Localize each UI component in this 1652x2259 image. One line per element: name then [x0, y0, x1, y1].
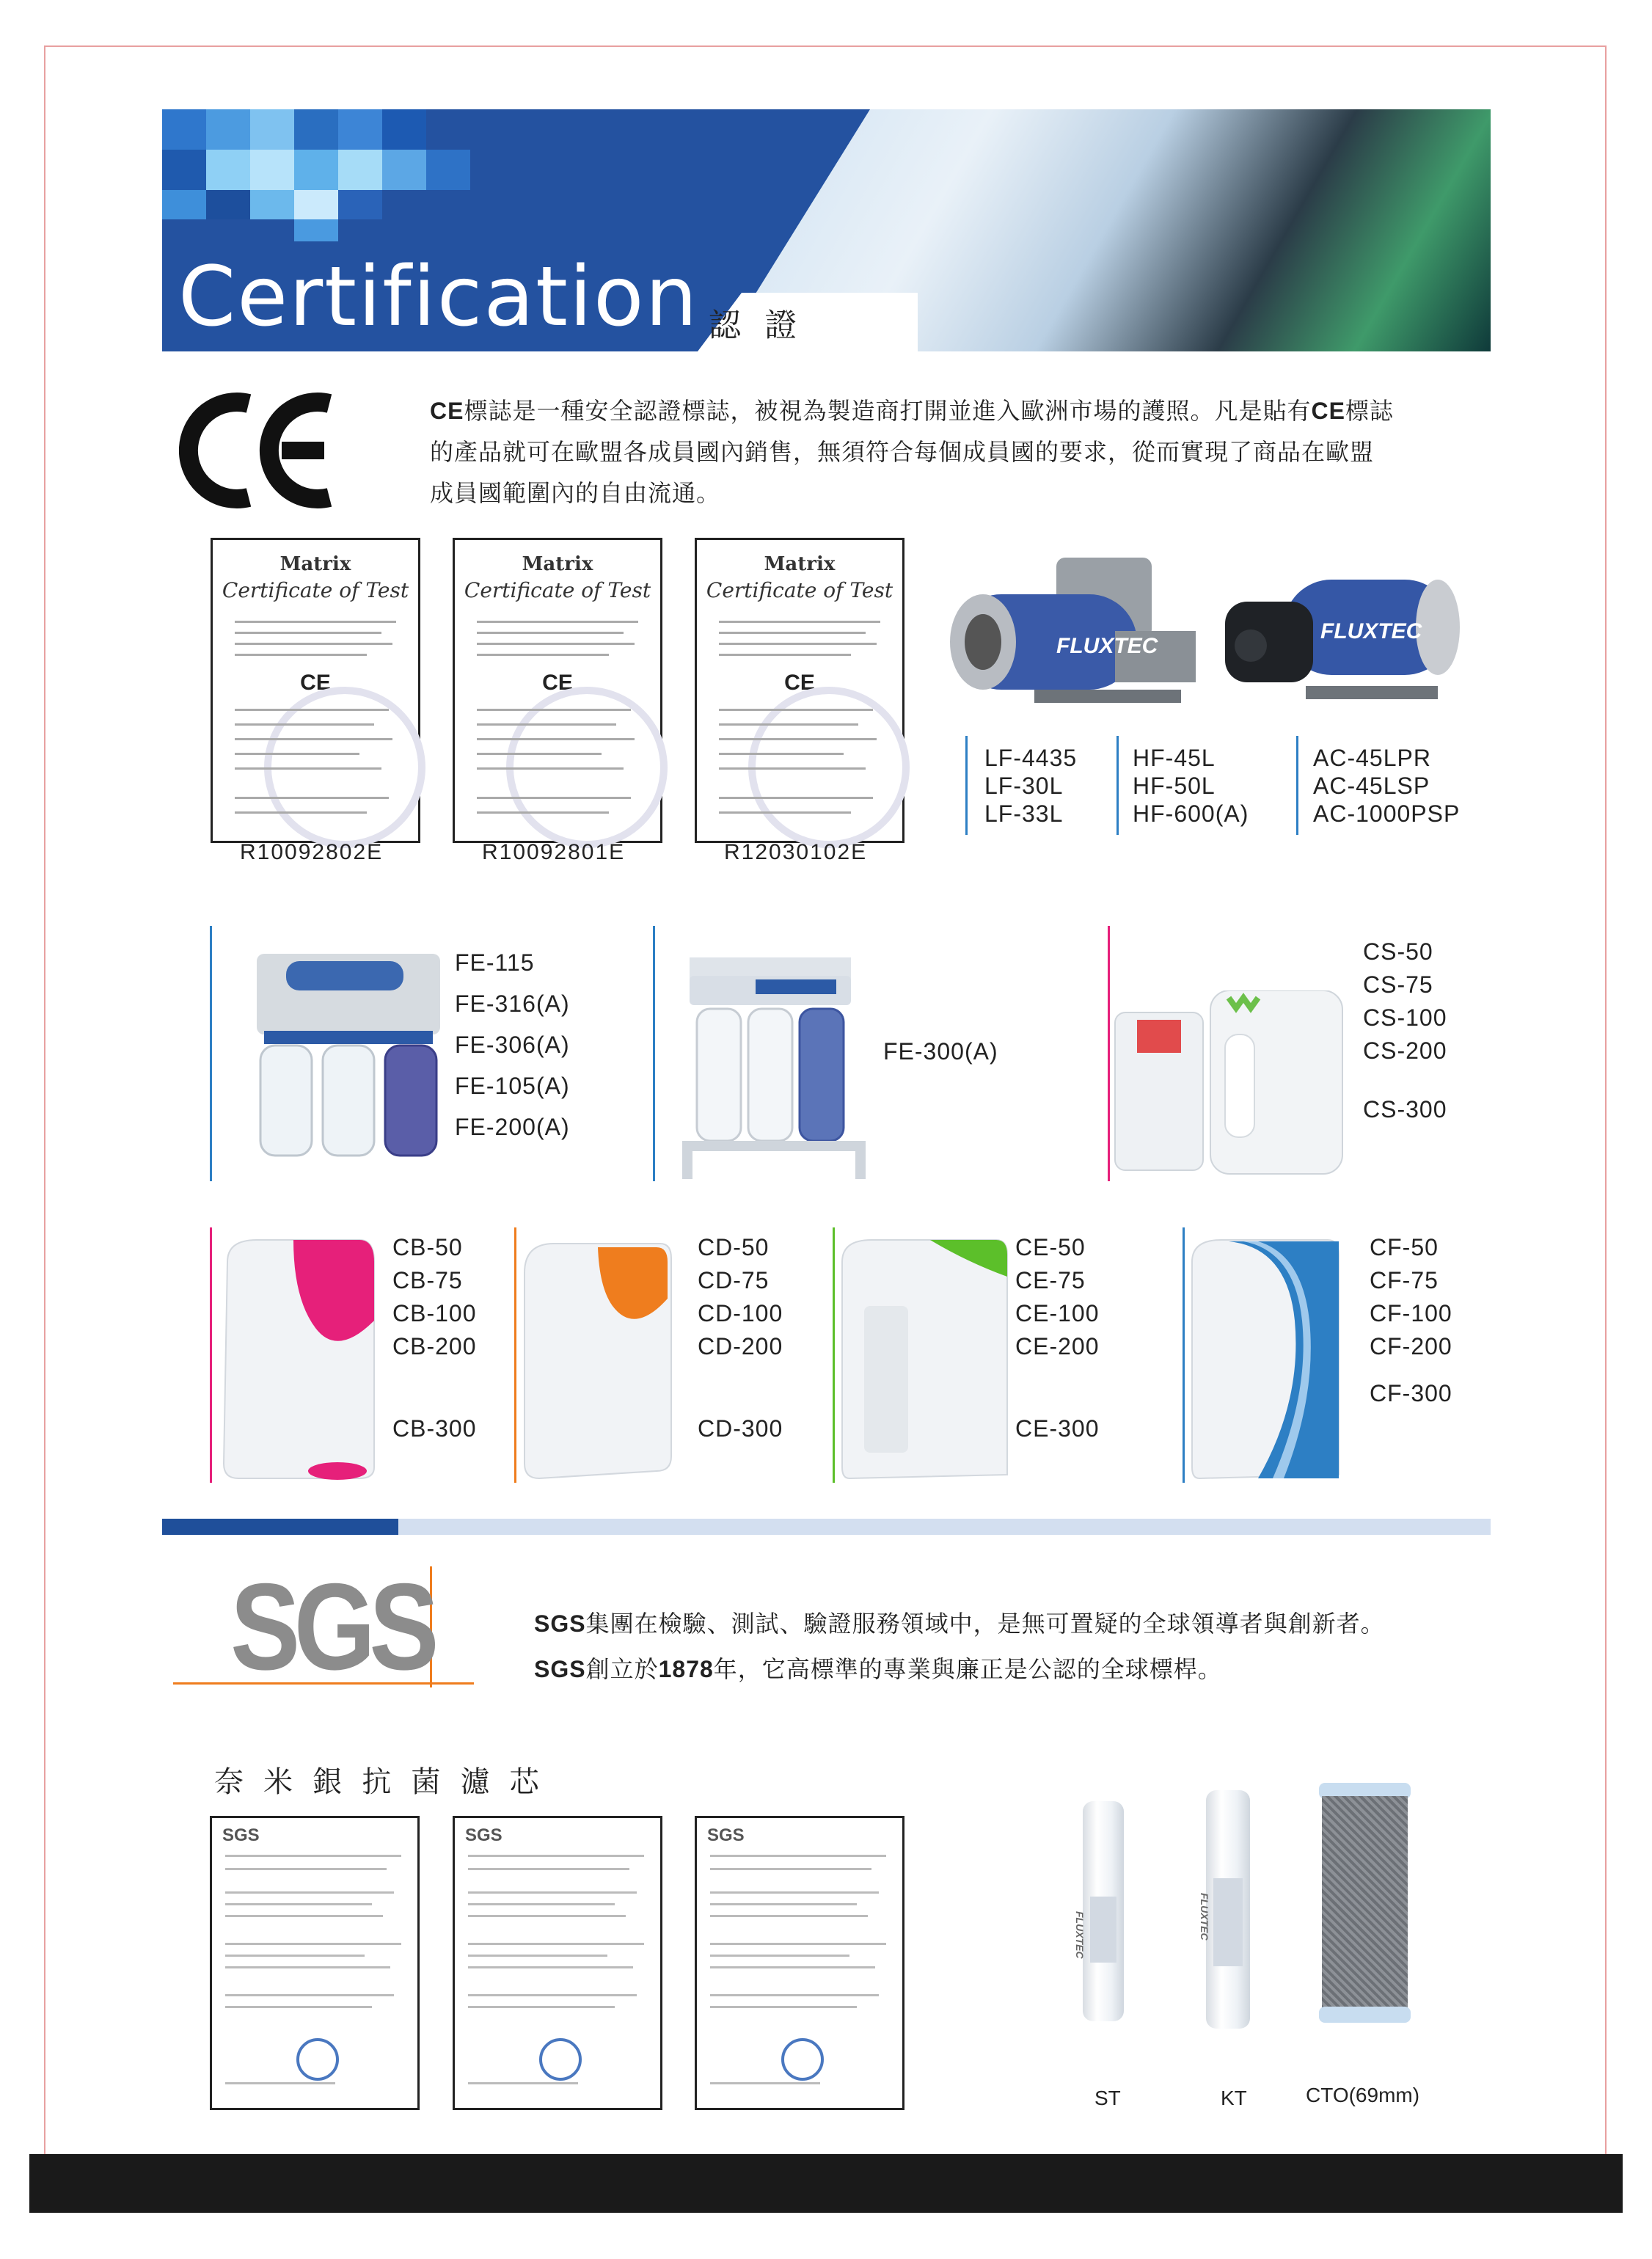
kt-filter-image — [1199, 1790, 1254, 2029]
section-divider-light — [398, 1519, 1491, 1535]
pump-models-hf: HF-45L HF-50L HF-600(A) — [1133, 745, 1249, 827]
ce-series-models: CE-50 CE-75 CE-100 CE-200 — [1015, 1234, 1100, 1360]
header-banner — [162, 109, 1491, 351]
sgs-description-line-2: SGS創立於1878年，它高標準的專業與廉正是公認的全球標桿。 — [534, 1656, 1222, 1682]
ce-300-model: CE-300 — [1015, 1415, 1100, 1442]
ce-series-purifier-image — [835, 1233, 1011, 1482]
divider-bar — [1116, 736, 1119, 835]
booster-pump-image-1 — [946, 543, 1225, 719]
ce-description-line-3: 成員國範圍內的自由流通。 — [430, 480, 721, 506]
ce-certificate-3-number: R12030102E — [724, 840, 868, 864]
sgs-logo: SGS — [173, 1566, 474, 1687]
fe-series-models: FE-115 FE-316(A) FE-306(A) FE-105(A) FE-200(A) — [455, 949, 570, 1140]
fe-300-filter-image — [675, 943, 873, 1181]
divider-bar — [514, 1227, 516, 1483]
cf-300-model: CF-300 — [1370, 1380, 1452, 1406]
cto-filter-image — [1319, 1783, 1411, 2025]
divider-bar — [1296, 736, 1298, 835]
cs-series-dispenser-image — [1108, 990, 1350, 1181]
header-title: Certification — [178, 249, 699, 345]
cd-300-model: CD-300 — [698, 1415, 783, 1442]
section-divider-dark — [162, 1519, 398, 1535]
st-filter-label: ST — [1094, 2087, 1121, 2109]
cf-series-purifier-image — [1185, 1233, 1342, 1482]
booster-pump-image-2 — [1218, 550, 1460, 726]
kt-filter-brand: FLUXTEC — [1199, 1893, 1210, 1941]
sgs-description — [534, 1601, 1488, 1692]
ce-certificate-2: Matrix Certificate of Test CE — [453, 538, 662, 843]
sgs-description-line-1: SGS集團在檢驗、測試、驗證服務領域中，是無可置疑的全球領導者與創新者。 — [534, 1610, 1385, 1637]
ce-certificate-3: Matrix Certificate of Test CE — [695, 538, 904, 843]
pump-models-ac: AC-45LPR AC-45LSP AC-1000PSP — [1313, 745, 1461, 827]
crop-line-top — [44, 45, 1607, 47]
pump-brand-label-2: FLUXTEC — [1320, 619, 1422, 643]
cto-filter-label: CTO(69mm) — [1306, 2084, 1420, 2106]
sgs-certificate-1: SGS — [210, 1816, 420, 2110]
nano-section-heading: 奈 米 銀 抗 菌 濾 芯 — [214, 1766, 545, 1798]
cf-series-models: CF-50 CF-75 CF-100 CF-200 — [1370, 1234, 1452, 1360]
ce-description-line-2: 的產品就可在歐盟各成員國內銷售，無須符合每個成員國的要求，從而實現了商品在歐盟 — [430, 439, 1375, 465]
sgs-certificate-3: SGS — [695, 1816, 904, 2110]
ce-certificate-1-number: R10092802E — [240, 840, 384, 864]
fe-300-model: FE-300(A) — [883, 1038, 998, 1065]
st-filter-brand: FLUXTEC — [1074, 1911, 1086, 1959]
pump-brand-label-1: FLUXTEC — [1056, 634, 1158, 658]
st-filter-image — [1074, 1801, 1131, 2021]
ce-description — [430, 390, 1494, 514]
cb-series-models: CB-50 CB-75 CB-100 CB-200 — [392, 1234, 477, 1360]
cb-series-purifier-image — [213, 1233, 378, 1482]
divider-bar — [210, 926, 212, 1181]
ce-certificate-1: Matrix Certificate of Test CE — [211, 538, 420, 843]
footer-band — [29, 2154, 1623, 2213]
cd-series-models: CD-50 CD-75 CD-100 CD-200 — [698, 1234, 783, 1360]
sgs-certificate-2: SGS — [453, 1816, 662, 2110]
divider-bar — [653, 926, 655, 1181]
pump-models-lf: LF-4435 LF-30L LF-33L — [984, 745, 1078, 827]
fe-series-filter-image — [242, 946, 455, 1159]
ce-certificate-2-number: R10092801E — [482, 840, 626, 864]
ce-description-line-1: CE標誌是一種安全認證標誌，被視為製造商打開並進入歐洲市場的護照。凡是貼有CE標誌 — [430, 398, 1394, 424]
cb-300-model: CB-300 — [392, 1415, 477, 1442]
crop-line-left — [44, 45, 45, 2203]
crop-line-right — [1605, 45, 1607, 2203]
divider-bar — [965, 736, 968, 835]
header-subtitle: 認 證 — [709, 307, 805, 343]
kt-filter-label: KT — [1221, 2087, 1247, 2109]
divider-bar — [210, 1227, 212, 1483]
ce-logo — [179, 387, 340, 516]
cd-series-purifier-image — [517, 1236, 675, 1482]
cs-series-models: CS-50 CS-75 CS-100 CS-200 CS-300 — [1363, 938, 1447, 1123]
